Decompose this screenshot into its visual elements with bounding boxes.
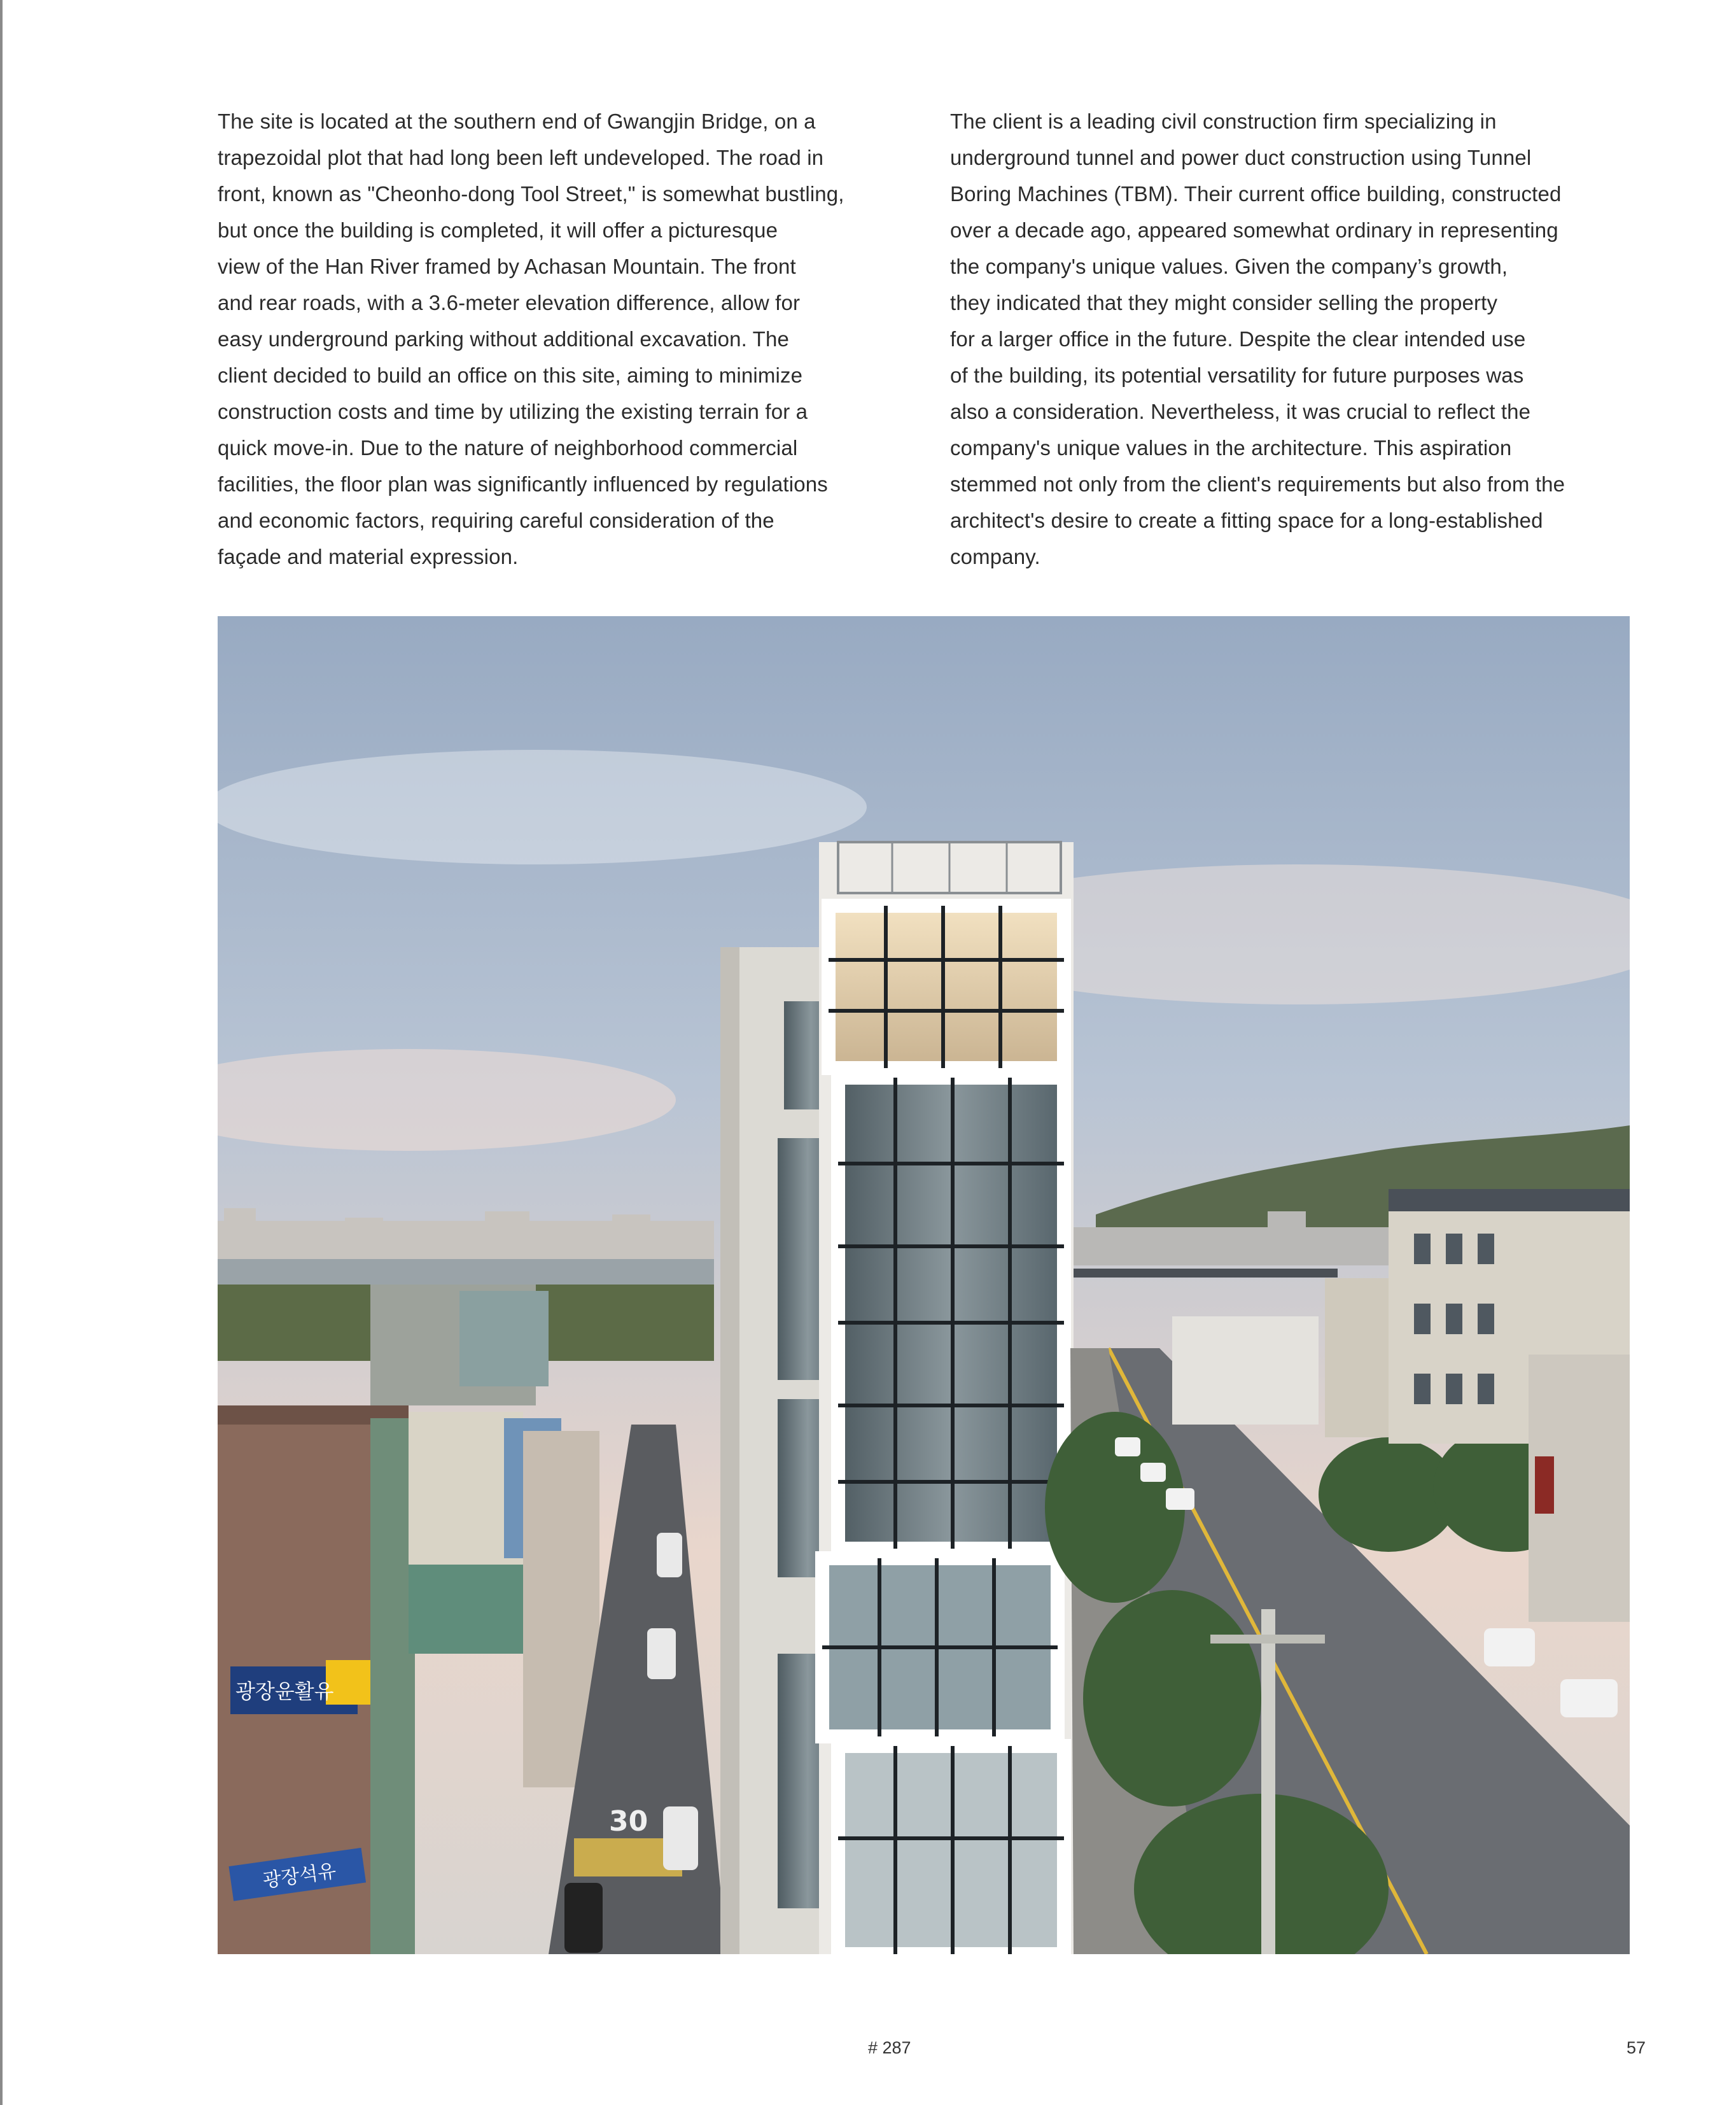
issue-number: # 287 — [868, 2038, 911, 2057]
left-line: facilities, the floor plan was significantly influenced by regulations — [218, 472, 828, 496]
bridge — [1070, 1269, 1338, 1278]
right-line: over a decade ago, appeared somewhat ordinary in representing — [950, 218, 1558, 242]
tower-level-top — [829, 906, 1064, 1068]
photo-illustration — [218, 616, 1630, 1954]
page-number: 57 — [1627, 2038, 1646, 2057]
utility-pole — [1261, 1609, 1275, 1954]
left-line: view of the Han River framed by Achasan Mountain. The front — [218, 255, 796, 278]
page-spine-edge — [0, 0, 3, 2105]
left-line: construction costs and time by utilizing the existing terrain for a — [218, 400, 808, 423]
right-line: architect's desire to create a fitting space for a long-established — [950, 509, 1543, 532]
right-line: also a consideration. Nevertheless, it was crucial to reflect the — [950, 400, 1531, 423]
right-line: stemmed not only from the client's requirements but also from the — [950, 472, 1565, 496]
left-line: front, known as "Cheonho-dong Tool Street," is somewhat bustling, — [218, 182, 844, 206]
building-photograph — [218, 616, 1630, 1954]
right-line: underground tunnel and power duct construction using Tunnel — [950, 146, 1532, 169]
right-line: the company's unique values. Given the company’s growth, — [950, 255, 1508, 278]
left-line: façade and material expression. — [218, 545, 519, 568]
right-text-column — [950, 103, 1663, 575]
left-line: client decided to build an office on this site, aiming to minimize — [218, 363, 803, 387]
cloud — [218, 750, 867, 864]
sign-gwangjang-lubricant — [230, 1660, 370, 1714]
left-line: easy underground parking without additional excavation. The — [218, 327, 789, 351]
right-line: for a larger office in the future. Despite the clear intended use — [950, 327, 1526, 351]
sign-text-2: 광장석유 — [261, 1859, 338, 1892]
left-line: quick move-in. Due to the nature of neighborhood commercial — [218, 436, 798, 460]
left-text-column — [218, 103, 918, 575]
left-line: trapezoidal plot that had long been left undeveloped. The road in — [218, 146, 824, 169]
right-line: company. — [950, 545, 1040, 568]
han-river — [218, 1259, 714, 1285]
left-line: and rear roads, with a 3.6-meter elevation difference, allow for — [218, 291, 801, 314]
sign-text-1: 광장윤활유 — [235, 1679, 334, 1703]
right-line: company's unique values in the architecture. This aspiration — [950, 436, 1512, 460]
right-building-windows — [1414, 1234, 1494, 1404]
main-tower — [819, 842, 1074, 1954]
left-line: The site is located at the southern end of Gwangjin Bridge, on a — [218, 109, 816, 133]
pole-crossarm — [1210, 1635, 1325, 1644]
left-line: and economic factors, requiring careful consideration of the — [218, 509, 774, 532]
right-line: they indicated that they might consider selling the property — [950, 291, 1498, 314]
road-marking: 30 — [609, 1805, 648, 1838]
right-line: The client is a leading civil construction firm specializing in — [950, 109, 1497, 133]
left-line: but once the building is completed, it will offer a picturesque — [218, 218, 778, 242]
right-line: of the building, its potential versatility for future purposes was — [950, 363, 1524, 387]
right-line: Boring Machines (TBM). Their current office building, constructed — [950, 182, 1562, 206]
